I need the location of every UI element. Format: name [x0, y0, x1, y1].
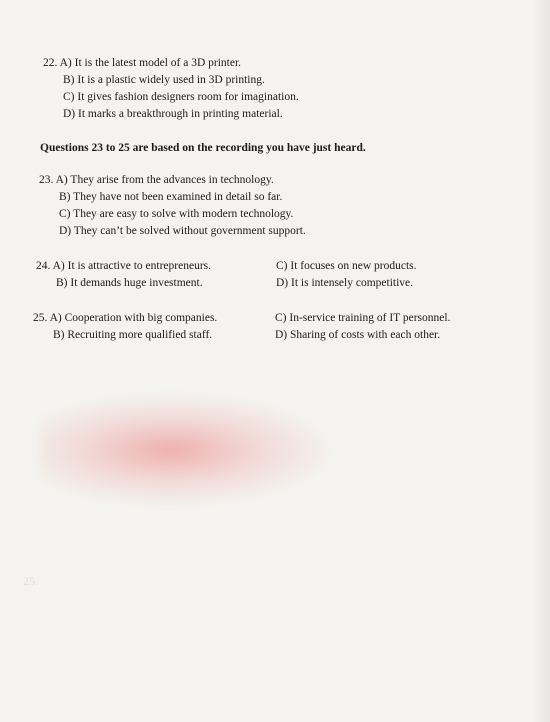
option-a: A) Cooperation with big companies. — [49, 312, 218, 324]
option-c: C) In-service training of IT personnel. — [275, 312, 451, 324]
option-b: B) It is a plastic widely used in 3D printing. — [63, 74, 265, 86]
option-a: A) They arise from the advances in technology. — [55, 174, 274, 186]
page-edge-shadow — [532, 0, 550, 722]
question-22 — [43, 56, 241, 70]
option-a: A) It is the latest model of a 3D printer. — [59, 57, 242, 69]
option-d: D) It marks a breakthrough in printing material. — [63, 108, 283, 120]
option-b: B) It demands huge investment. — [56, 277, 203, 289]
question-25 — [33, 311, 217, 325]
option-b: B) Recruiting more qualified staff. — [53, 329, 213, 341]
option-d: D) Sharing of costs with each other. — [275, 329, 441, 341]
question-23 — [39, 173, 274, 187]
option-d: D) They can’t be solved without government support. — [59, 225, 306, 237]
option-c: C) It gives fashion designers room for imagination. — [63, 91, 299, 103]
section-heading: Questions 23 to 25 are based on the recording you have just heard. — [40, 142, 366, 154]
option-c: C) It focuses on new products. — [276, 260, 417, 272]
option-c: C) They are easy to solve with modern technology. — [59, 208, 294, 220]
question-24 — [36, 259, 211, 273]
question-number: 22. — [43, 57, 58, 69]
question-number: 23. — [39, 174, 54, 186]
option-d: D) It is intensely competitive. — [276, 277, 414, 289]
option-a: A) It is attractive to entrepreneurs. — [52, 260, 212, 272]
stain-mark — [40, 395, 330, 505]
question-number: 25. — [33, 312, 48, 324]
question-number: 24. — [36, 260, 51, 272]
option-b: B) They have not been examined in detail so far. — [59, 191, 283, 203]
bleed-through-number: 25. — [23, 574, 38, 588]
